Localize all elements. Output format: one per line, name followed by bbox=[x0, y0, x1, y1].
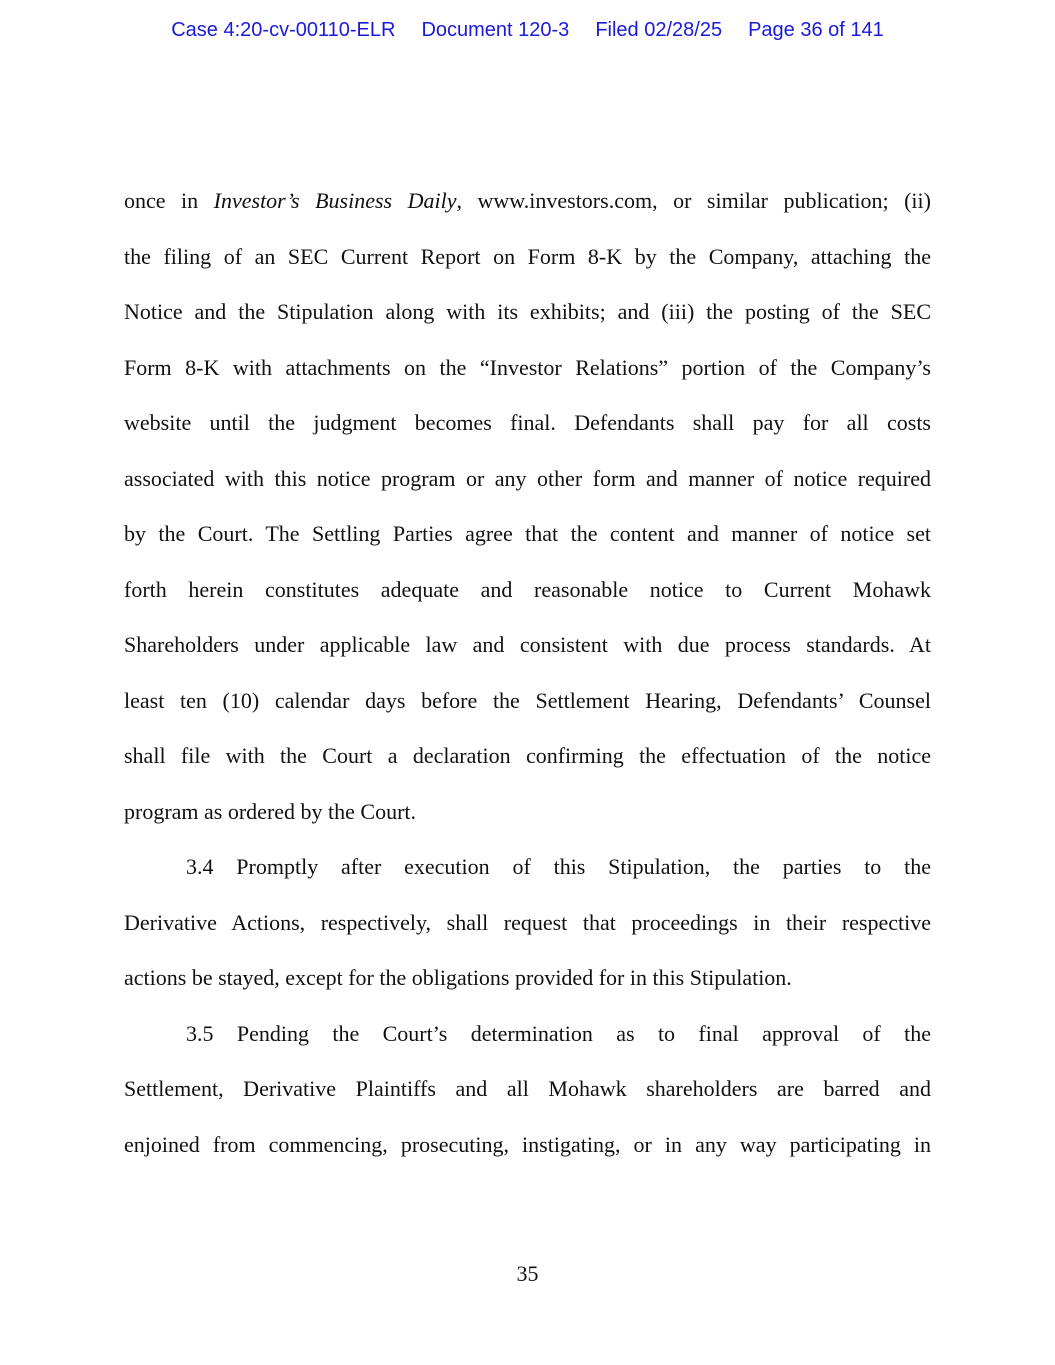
court-filing-header bbox=[0, 19, 1055, 42]
page-count: Page 36 of 141 bbox=[748, 19, 884, 41]
publication-name: Investor’s Business Daily bbox=[213, 188, 457, 213]
document-number: Document 120-3 bbox=[421, 19, 570, 41]
paragraph-notice-program bbox=[124, 183, 931, 849]
text-line: Notice and the Stipulation along with its exhibits; and (iii) the posting of the SEC bbox=[124, 299, 931, 324]
document-body bbox=[124, 183, 931, 1182]
filed-date: Filed 02/28/25 bbox=[595, 19, 723, 41]
text-line: program as ordered by the Court. bbox=[124, 798, 417, 824]
text-line: Form 8-K with attachments on the “Investor Relations” portion of the Company’s bbox=[124, 354, 931, 380]
case-number: Case 4:20-cv-00110-ELR bbox=[171, 19, 396, 41]
paragraph-3-5 bbox=[124, 1016, 931, 1183]
text-line: once in Investor’s Business Daily, www.investors.com, or similar publication; (ii) bbox=[124, 188, 931, 213]
text-line: website until the judgment becomes final. Defendants shall pay for all costs bbox=[124, 410, 931, 435]
text-line: shall file with the Court a declaration confirming the effectuation of the notice bbox=[124, 743, 931, 768]
text-line: the filing of an SEC Current Report on Form 8-K by the Company, attaching the bbox=[124, 243, 931, 269]
text-line: Shareholders under applicable law and consistent with due process standards. At bbox=[124, 632, 931, 657]
text-line: actions be stayed, except for the obligations provided for in this Stipulation. bbox=[124, 965, 792, 990]
text-line: forth herein constitutes adequate and reasonable notice to Current Mohawk bbox=[124, 576, 931, 602]
text-line: enjoined from commencing, prosecuting, instigating, or in any way participating in bbox=[124, 1131, 931, 1157]
text-line: 3.5 Pending the Court’s determination as to final approval of the bbox=[186, 1020, 931, 1046]
text-line: least ten (10) calendar days before the Settlement Hearing, Defendants’ Counsel bbox=[124, 687, 931, 713]
text-line: associated with this notice program or any other form and manner of notice required bbox=[124, 465, 931, 491]
text-line: by the Court. The Settling Parties agree that the content and manner of notice set bbox=[124, 521, 931, 546]
text-line: Derivative Actions, respectively, shall request that proceedings in their respective bbox=[124, 909, 931, 935]
page-number: 35 bbox=[516, 1261, 539, 1286]
text-line: 3.4 Promptly after execution of this Stipulation, the parties to the bbox=[186, 854, 931, 879]
paragraph-3-4 bbox=[124, 849, 931, 1016]
text-line: Settlement, Derivative Plaintiffs and all Mohawk shareholders are barred and bbox=[124, 1076, 931, 1101]
